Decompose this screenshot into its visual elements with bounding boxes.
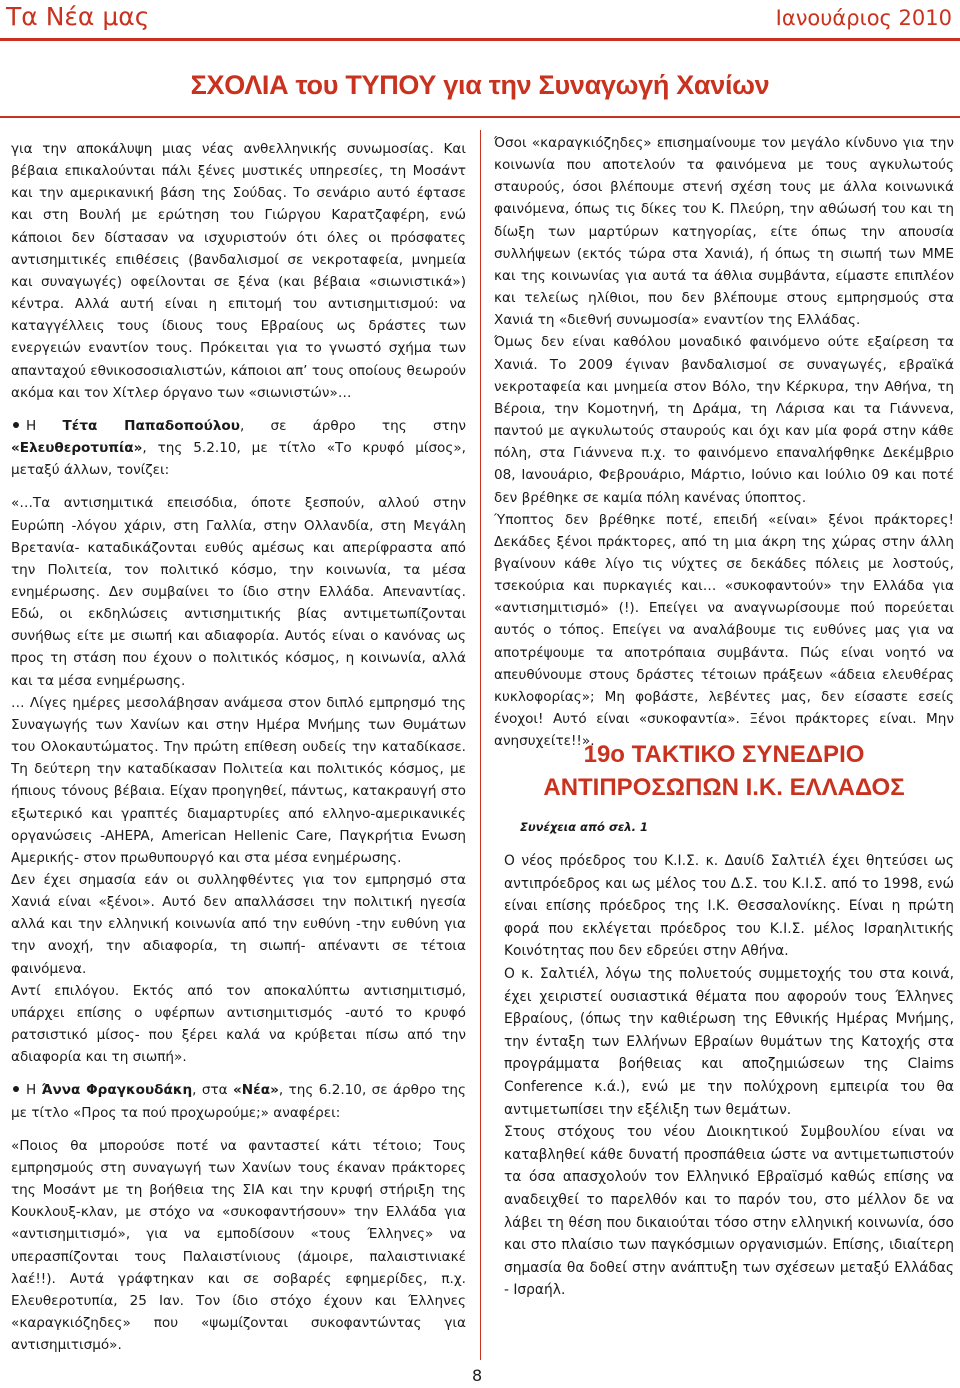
left-paragraph-1: για την αποκάλυψη μιας νέας ανθελληνικής συνωμοσίας. Και βέβαια επικαλούνται πάλι ξένες μυστικές υπηρεσίες, τη Μοσάντ και την αμερικανική βάση της Σούδας. Το σενάριο αυτό έφτασε και στη Βουλή με ερώτηση του Γιώργου Καρατζαφέρη, ενώ κάποιοι δεν δίστασαν να ισχυριστούν ότι όλες οι πρόσφατες αντισημιτικές επιθέσεις (βανδαλισμοί σε νεκροταφεία, μνημεία και συναγωγές) οφείλονται σε ξένα (και βέβαια «σιωνιστικά») κέντρα. Αλλά αυτή είναι η επιτομή του αντισημιτισμού: να καταγγέλλεις τους ίδιους τους Εβραίους ως δράστες των ενεργειών εναντίον τους. Πρόκειται για το γνωστό σχήμα των απανταχού εθνικοσοσιαλιστών, κάποιοι απ’ τους οποίους θεωρούν ακόμα και τον Χίτλερ όργανο των «σιωνιστών»… (11, 141, 466, 401)
left-column (11, 138, 466, 1356)
quote-paragraph-4: Αντί επιλόγου. Εκτός από τον αποκαλύπτω αντισημιτισμό, υπάρχει επίσης ο υφέρπων αντισημιτισμός -αυτό το κρυφό ρατσιστικό μίσος- που ξέρει καλά να κρύβεται πίσω από την αδιαφορία και τη σιωπή». (11, 982, 466, 1066)
bullet-icon (13, 1086, 19, 1092)
issue-date: Ιανουάριος 2010 (775, 6, 952, 30)
quote-paragraph-5: «Ποιος θα μπορούσε ποτέ να φανταστεί κάτι τέτοιο; Τους εμπρησμούς στη συναγωγή των Χανίων τους έκαναν πράκτορες της Μοσάντ με τη βοήθεια της ΣΙΑ και την κρυφή στήριξη της Κουκλουξ-κλαν, με στόχο να «συκοφαντήσουν» την Ελλάδα για «αντισημιτισμό», για να εμποδίσουν «τους Έλληνες» να υπερασπίζονται τους Παλαιστίνιους (άμοιρε, παλαιστινιακέ λαέ!!). Αυτά γράφτηκαν και σε σοβαρές εφημερίδες, π.χ. Ελευθεροτυπία, 25 Ιαν. Τον ίδιο στόχο έχουν και Έλληνες «καραγκιόζηδες» που «ψωμίζονται συκοφαντώντας για αντισημιτισμό». (11, 1137, 466, 1354)
conference-heading-line-1: 19ο ΤΑΚΤΙΚΟ ΣΥΝΕΔΡΙΟ (583, 741, 865, 768)
bullet-papadopoulou: Η Τέτα Παπαδοπούλου, σε άρθρο της στην «Ελευθεροτυπία», της 5.2.10, με τίτλο «Το κρυφό μίσος», μεταξύ άλλων, τονίζει: (11, 417, 467, 479)
quote-paragraph-2: … Λίγες ημέρες μεσολάβησαν ανάμεσα στον διπλό εμπρησμό της Συναγωγής των Χανίων και στην Ημέρα Μνήμης των Θυμάτων του Ολοκαυτώματος. Την πρώτη επίθεση ουδείς την καταδίκασε. Τη δεύτερη την καταδίκασαν Πολιτεία και πολιτικός κόσμος, με ήπιους τόνους βέβαια. Είχαν προηγηθεί, πάντως, κατακραυγή στο εξωτερικό και γραπτές διαμαρτυρίες από ελληνο-αμερικανικές οργανώσεις -AHEPA, American Hellenic Care, Παγκρήτια Ενωση Αμερικής- στον πρωθυπουργό και στα μέσα ενημέρωσης. (11, 694, 466, 866)
conference-paragraph-1: Ο νέος πρόεδρος του Κ.Ι.Σ. κ. Δαυίδ Σαλτιέλ έχει θητεύσει ως αντιπρόεδρος και ως μέλος του Δ.Σ. του Κ.Ι.Σ. από το 1998, ενώ είναι επίσης πρόεδρος της Ι.Κ. Θεσσαλονίκης. Είναι η πρώτη φορά που εκλέγεται πρόεδρος του Κ.Ι.Σ. μέλος Ισραηλιτικής Κοινότητας που δεν εδρεύει στην Αθήνα. (504, 853, 954, 960)
header-rule (0, 38, 960, 41)
conference-paragraph-3: Στους στόχους του νέου Διοικητικού Συμβουλίου είναι να καταβληθεί κάθε δυνατή προσπάθεια ώστε να αντιμετωπιστούν τα όσα απασχολούν τον Ελληνικό Εβραϊσμό καθώς επίσης να αναδειχθεί το παρελθόν και το παρόν του, στο μέλλον δε να λάβει τη θέση που δικαιούται τόσο στην ελληνική κοινωνία, όσο και στο πλαίσιο των παγκόσμιων οργανισμών. Επίσης, ιδιαίτερη σημασία θα δοθεί στην ανάπτυξη των σχέσεων μεταξύ Ελλάδας - Ισραήλ. (504, 1124, 954, 1299)
page-title: ΣΧΟΛΙΑ του ΤΥΠΟΥ για την Συναγωγή Χανίων (190, 70, 770, 100)
right-paragraph-3: Ύποπτος δεν βρέθηκε ποτέ, επειδή «είναι» ξένοι πράκτορες! Δεκάδες ξένοι πράκτορες, από τη μια άκρη της χώρας στην άλλη βγαίνουν κάθε λίγο τις νύχτες σε δεκάδες πόλεις με λοστούς, τσεκούρια και πυρκαγιές και… «συκοφαντούν» την Ελλάδα για «αντισημιτισμό» (!). Επείγει να αναγνωρίσουμε πού πορεύεται αυτός ο τόπος. Επείγει να αναλάβουμε τις ευθύνες μας για να αποτρέψουμε τα αποτρόπαια συμβάντα. Πώς είναι νοητό να απευθύνουμε στους δράστες τέτοιων πράξεων «άδεια ελευθέρας κυκλοφορίας»; Μη φοβάστε, λεβέντες μας, δεν είσαστε εσείς ένοχοι! Αυτό είναι «συκοφαντία». Ξένοι πράκτορες είναι. Μην ανησυχείτε!!». (494, 511, 954, 750)
conference-heading (494, 738, 954, 804)
right-paragraph-2: Όμως δεν είναι καθόλου μοναδικό φαινόμενο ούτε εξαίρεση τα Χανιά. Το 2009 έγιναν βανδαλισμοί σε συναγωγές, εβραϊκά νεκροταφεία και μνημεία στον Βόλο, την Κέρκυρα, την Αθήνα, τη Βέροια, την Κομοτηνή, τη Δράμα, τη Λάρισα και τα Γιάννενα, παντού με αγκυλωτούς σταυρούς και όχι καν μία φορά στην κάθε πόλη, στα Γιάννενα π.χ. το φαινόμενο επαναλήφθηκε Δεκέμβριο 08, Ιανουάριο, Φεβρουάριο, Μάρτιο, Ιούνιο και Ιούλιο 09 και ποτέ δεν βρέθηκε σε καμία πόλη κανένας ύποπτος. (494, 334, 954, 506)
quote-paragraph-1: «…Τα αντισημιτικά επεισόδια, όποτε ξεσπούν, αλλού στην Ευρώπη -λόγου χάριν, στη Γαλλία, στην Ολλανδία, στη Μεγάλη Βρετανία- καταδικάζονται ευθύς αμέσως και απερίφραστα από την Πολιτεία, τον πολιτικό κόσμο, την κοινωνία, τα μέσα ενημέρωσης. Δεν συμβαίνει το ίδιο στην Ελλάδα. Απεναντίας. Εδώ, οι εκδηλώσεις αντισημιτικής βίας αντιμετωπίζονται συνήθως είτε με σιωπή και αδιαφορία. Αυτός είναι ο κανόνας ως προς τη στάση που έχουν ο πολιτικός κόσμος, η κοινωνία, αλλά και τα μέσα ενημέρωσης. (11, 495, 466, 689)
right-paragraph-1: Όσοι «καραγκιόζηδες» επισημαίνουμε τον μεγάλο κίνδυνο για την κοινωνία που αποτελούν τα φαινόμενα με τους αγκυλωτούς σταυρούς, όσοι βλέπουμε στενή σχέση τους με άλλα κοινωνικά φαινόμενα, όπως τις δίκες του Κ. Πλεύρη, την αθώωσή του και τη δίωξη των μαρτύρων κατηγορίας, είτε όπως την απουσία συλλήψεων (εκτός τώρα στα Χανιά), ή όπως τη σιωπή των ΜΜΕ και της κοινωνίας για αυτά τα άθλια συμβάντα, είμαστε επιπλέον και τελείως ηλίθιοι, που δεν βλέπουμε στους εμπρησμούς στα Χανιά τη «διεθνή συνωμοσία» εναντίον της Ελλάδας. (494, 135, 954, 329)
column-divider (480, 130, 481, 1360)
bullet-icon (13, 422, 19, 428)
bullet-fragkoudaki: Η Άννα Φραγκουδάκη, στα «Νέα», της 6.2.10, σε άρθρο της με τίτλο «Προς τα πού προχωρούμε;» αναφέρει: (11, 1082, 467, 1121)
conference-paragraph-2: Ο κ. Σαλτιέλ, λόγω της πολυετούς συμμετοχής του στα κοινά, έχει χειριστεί ουσιαστικά θέματα που αφορούν τους Έλληνες Εβραίους, (όπως την καθιέρωση της Εθνικής Ημέρας Μνήμης, την ένταξη των Ελλήνων Εβραίων θυμάτων της Κατοχής στα προγράμματα βοήθειας και αποζημιώσεων της Claims Conference κ.ά.), ενώ με την πολύχρονη εμπειρία του θα αντιμετωπίσει την εξέλιξη των θεμάτων. (504, 965, 954, 1118)
continued-note: Συνέχεια από σελ. 1 (520, 820, 648, 834)
quote-paragraph-3: Δεν έχει σημασία εάν οι συλληφθέντες για τον εμπρησμό στα Χανιά είναι «ξένοι». Αυτό δεν απαλλάσσει την πολιτική ηγεσία αλλά και την ελληνική κοινωνία από την ευθύνη -την ευθύνη για την ανοχή, την αδιαφορία, τη σιωπή- απέναντι σε τέτοια φαινόμενα. (11, 872, 466, 977)
page-number: 8 (472, 1366, 483, 1385)
publication-name: Τα Νέα μας (6, 2, 150, 31)
conference-article (504, 850, 954, 1302)
conference-heading-line-2: ΑΝΤΙΠΡΟΣΩΠΩΝ Ι.Κ. ΕΛΛΑΔΟΣ (543, 774, 905, 801)
title-rule (0, 116, 960, 118)
right-column (494, 132, 954, 752)
